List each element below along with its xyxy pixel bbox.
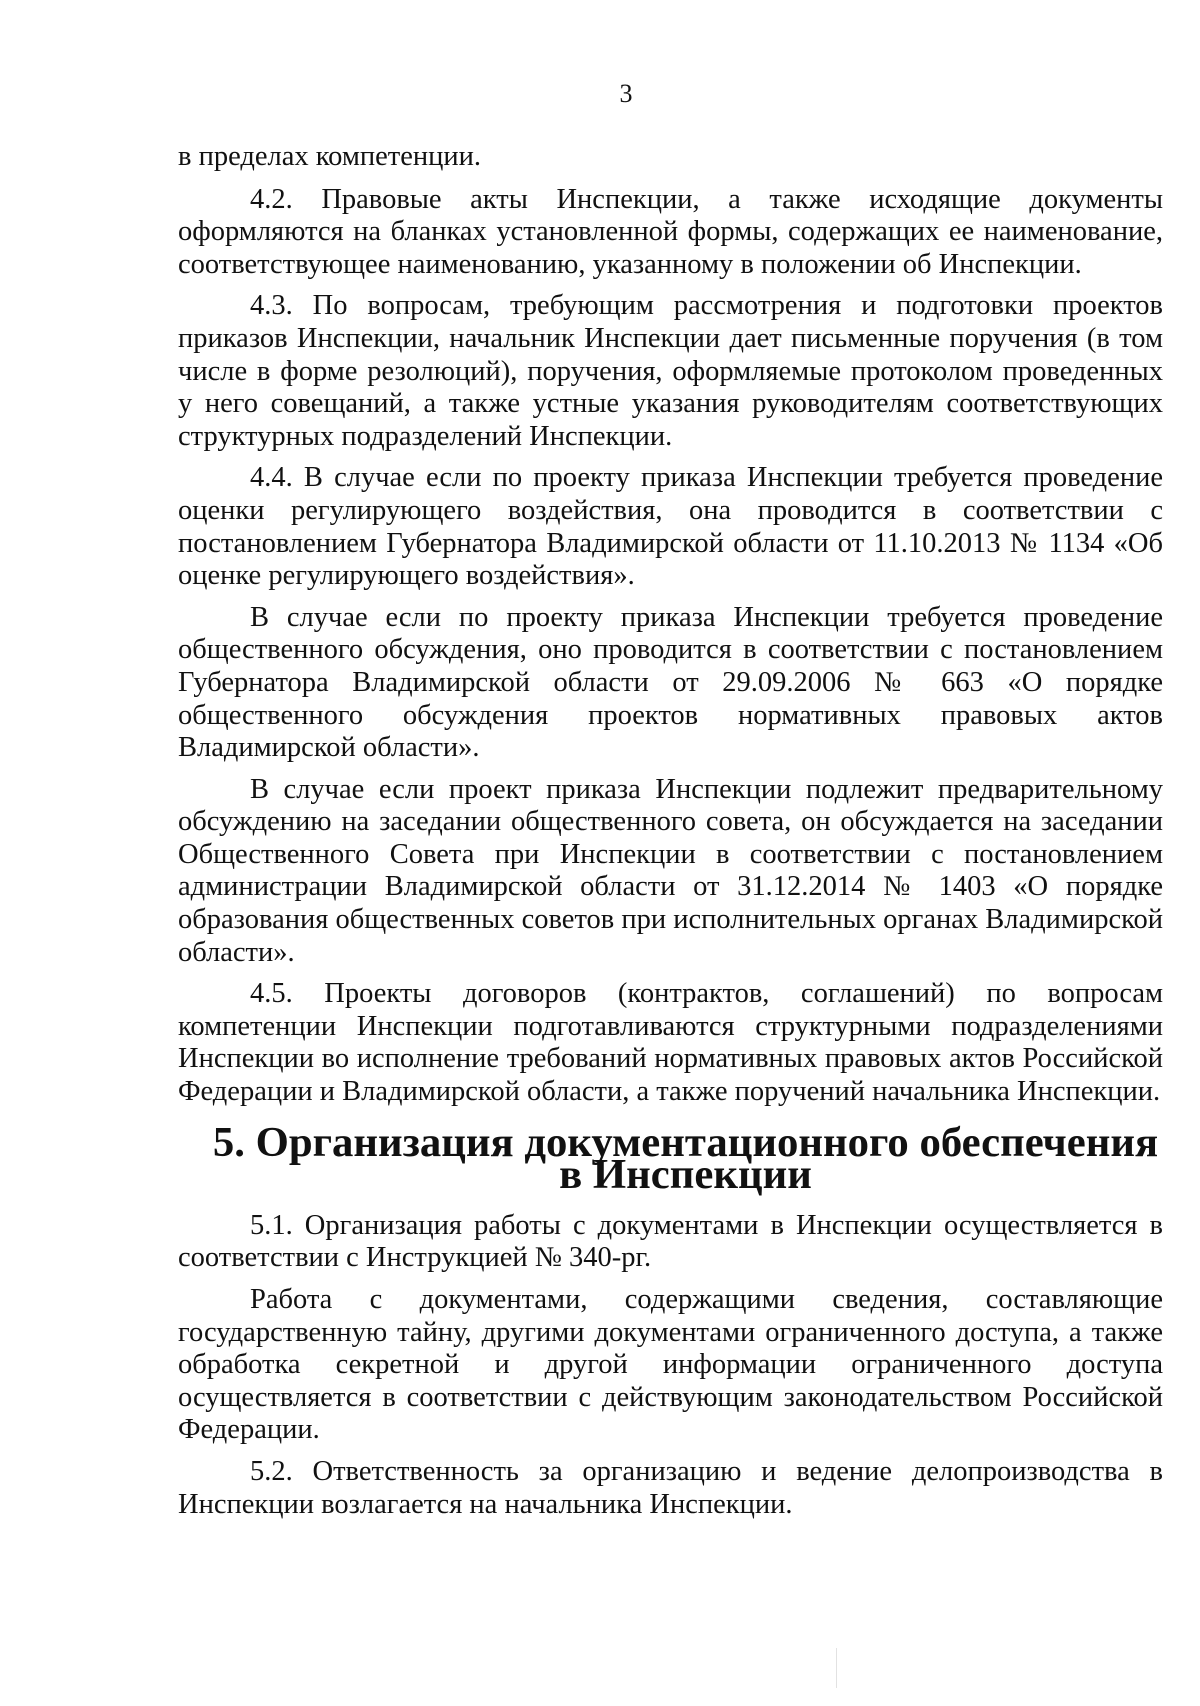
paragraph-5-2: 5.2. Ответственность за организацию и ведение делопроизводства в Инспекции возлагается на начальника Инспекции. <box>178 1455 1163 1520</box>
document-body <box>178 141 1163 1530</box>
paragraph-4-4: 4.4. В случае если по проекту приказа Инспекции требуется проведение оценки регулирующего воздействия, она проводится в соответствии с постановлением Губернатора Владимирской области от 11.10.2013 № 1134 «Об оценке регулирующего воздействия». <box>178 462 1163 592</box>
section-5 <box>178 1210 1163 1521</box>
scan-artifact <box>836 1648 837 1688</box>
paragraph-5-1: 5.1. Организация работы с документами в Инспекции осуществляется в соответствии с Инструкцией № 340-рг. <box>178 1209 1163 1274</box>
paragraph: в пределах компетенции. <box>178 141 482 172</box>
paragraph-4-5: 4.5. Проекты договоров (контрактов, соглашений) по вопросам компетенции Инспекции подготавливаются структурными подразделениями Инспекции во исполнение требований нормативных правовых актов Российской Федерации и Владимирской области, а также поручений начальника Инспекции. <box>178 978 1163 1108</box>
paragraph-classified-work: Работа с документами, содержащими сведения, составляющие государственную тайну, другими документами ограниченного доступа, а также обработка секретной и другой информации ограниченного доступа осуществляется в соответствии с действующим законодательством Российской Федерации. <box>178 1284 1163 1446</box>
paragraph-4-3: 4.3. По вопросам, требующим рассмотрения и подготовки проектов приказов Инспекции, начальник Инспекции дает письменные поручения (в том числе в форме резолюций), поручения, оформляемые протоколом проведенных у него совещаний, а также устные указания руководителям соответствующих структурных подразделений Инспекции. <box>178 290 1163 452</box>
section-heading: 5. Организация документационного обеспечения в Инспекции <box>212 1118 1159 1199</box>
page-number: 3 <box>619 79 633 108</box>
paragraph-public-council: В случае если проект приказа Инспекции подлежит предварительному обсуждению на заседании общественного совета, он обсуждается на заседании Общественного Совета при Инспекции в соответствии с постановлением администрации Владимирской области от 31.12.2014 № 1403 «О порядке образования общественных советов при исполнительных органах Владимирской области». <box>178 773 1163 968</box>
paragraph-public-discussion: В случае если по проекту приказа Инспекции требуется проведение общественного обсуждения, оно проводится в соответствии с постановлением Губернатора Владимирской области от 29.09.2006 № 663 «О порядке общественного обсуждения проектов нормативных правовых актов Владимирской области». <box>178 601 1163 764</box>
paragraph-4-2: 4.2. Правовые акты Инспекции, а также исходящие документы оформляются на бланках установленной формы, содержащих ее наименование, соответствующее наименованию, указанному в положении об Инспекции. <box>178 183 1163 280</box>
section-4-continued <box>178 141 1163 1109</box>
